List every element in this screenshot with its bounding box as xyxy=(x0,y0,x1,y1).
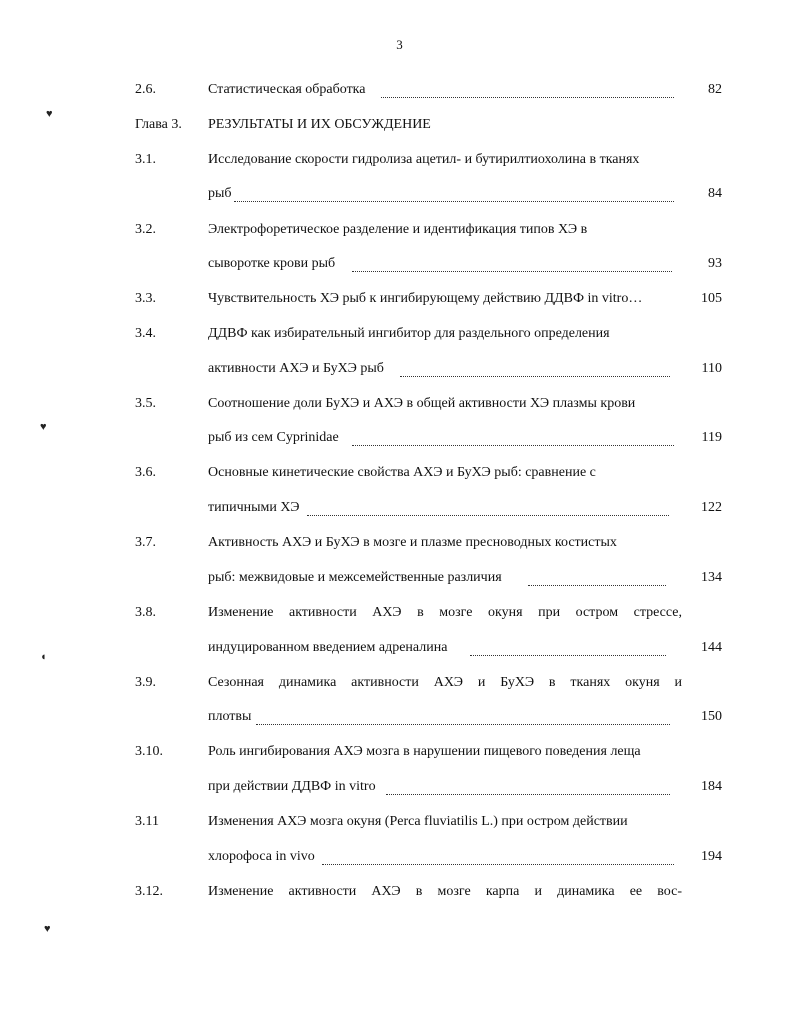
toc-leader xyxy=(386,794,670,795)
toc-page: 134 xyxy=(701,570,722,585)
toc-title: Роль ингибирования АХЭ мозга в нарушении пищевого поведения леща xyxy=(208,744,641,759)
toc-title-cont: активности АХЭ и БуХЭ рыб xyxy=(208,361,384,376)
toc-title: Сезонная динамика активности АХЭ и БуХЭ в тканях окуня и xyxy=(208,675,682,690)
toc-leader xyxy=(256,724,670,725)
toc-num: 3.3. xyxy=(135,291,156,306)
toc-leader xyxy=(400,376,670,377)
toc-title: Изменения АХЭ мозга окуня (Perca fluviatilis L.) при остром действии xyxy=(208,814,628,829)
toc-title: Изменение активности АХЭ в мозге окуня при остром стрессе, xyxy=(208,605,682,620)
scan-mark-icon: ♥ xyxy=(46,108,53,120)
toc-page: 93 xyxy=(708,256,722,271)
toc-num: 3.2. xyxy=(135,222,156,237)
toc-page: 84 xyxy=(708,186,722,201)
scan-mark-icon: ♥ xyxy=(40,421,47,433)
toc-num: 3.10. xyxy=(135,744,163,759)
toc-title-cont: плотвы xyxy=(208,709,252,724)
toc-title-cont: сыворотке крови рыб xyxy=(208,256,336,271)
toc-num: 3.11 xyxy=(135,814,159,829)
toc-num: 3.5. xyxy=(135,396,156,411)
toc-title: ДДВФ как избирательный ингибитор для раздельного определения xyxy=(208,326,610,341)
toc-title: Электрофоретическое разделение и идентификация типов ХЭ в xyxy=(208,222,588,237)
toc-title: Основные кинетические свойства АХЭ и БуХЭ рыб: сравнение с xyxy=(208,465,596,480)
toc-page: 122 xyxy=(701,500,722,515)
toc-num: 3.12. xyxy=(135,884,163,899)
toc-num: 3.1. xyxy=(135,152,156,167)
toc-leader xyxy=(528,585,666,586)
page-number: 3 xyxy=(396,37,403,52)
toc-num: 3.7. xyxy=(135,535,156,550)
toc-num: Глава 3. xyxy=(135,117,182,132)
toc-title-cont: типичными ХЭ xyxy=(208,500,300,515)
toc-page: 150 xyxy=(701,709,722,724)
toc-num: 3.8. xyxy=(135,605,156,620)
toc-title-cont: при действии ДДВФ in vitro xyxy=(208,779,376,794)
toc-leader xyxy=(352,445,674,446)
toc-title: Изменение активности АХЭ в мозге карпа и динамика ее вос- xyxy=(208,884,682,899)
toc-leader xyxy=(352,271,672,272)
toc-page: 144 xyxy=(701,640,722,655)
toc-leader xyxy=(234,201,674,202)
toc-num: 3.9. xyxy=(135,675,156,690)
scan-mark-icon: ♥ xyxy=(44,923,51,935)
toc-title: Исследование скорости гидролиза ацетил- и бутирилтиохолина в тканях xyxy=(208,152,640,167)
toc-leader xyxy=(322,864,674,865)
toc-title-cont: рыб из сем Cyprinidae xyxy=(208,430,339,445)
toc-leader xyxy=(381,97,674,98)
toc-title-cont: рыб xyxy=(208,186,232,201)
toc-page: 184 xyxy=(701,779,722,794)
toc-num: 3.4. xyxy=(135,326,156,341)
toc-leader xyxy=(470,655,666,656)
toc-page: 105 xyxy=(701,291,722,306)
toc-title: РЕЗУЛЬТАТЫ И ИХ ОБСУЖДЕНИЕ xyxy=(208,117,431,132)
toc-title: Соотношение доли БуХЭ и АХЭ в общей активности ХЭ плазмы крови xyxy=(208,396,636,411)
toc-page: 119 xyxy=(701,430,722,445)
toc-title: Чувствительность ХЭ рыб к ингибирующему действию ДДВФ in vitro… xyxy=(208,291,643,306)
toc-title: Статистическая обработка xyxy=(208,82,366,97)
toc-page: 194 xyxy=(701,849,722,864)
toc-page: 110 xyxy=(701,361,722,376)
toc-title-cont: индуцированном введением адреналина xyxy=(208,640,448,655)
toc-title-cont: хлорофоса in vivo xyxy=(208,849,315,864)
toc-page: 82 xyxy=(708,82,722,97)
scan-mark-icon: ◖ xyxy=(40,651,47,663)
toc-num: 3.6. xyxy=(135,465,156,480)
toc-title: Активность АХЭ и БуХЭ в мозге и плазме пресноводных костистых xyxy=(208,535,617,550)
toc-title-cont: рыб: межвидовые и межсемейственные различия xyxy=(208,570,502,585)
toc-num: 2.6. xyxy=(135,82,156,97)
toc-leader xyxy=(307,515,669,516)
